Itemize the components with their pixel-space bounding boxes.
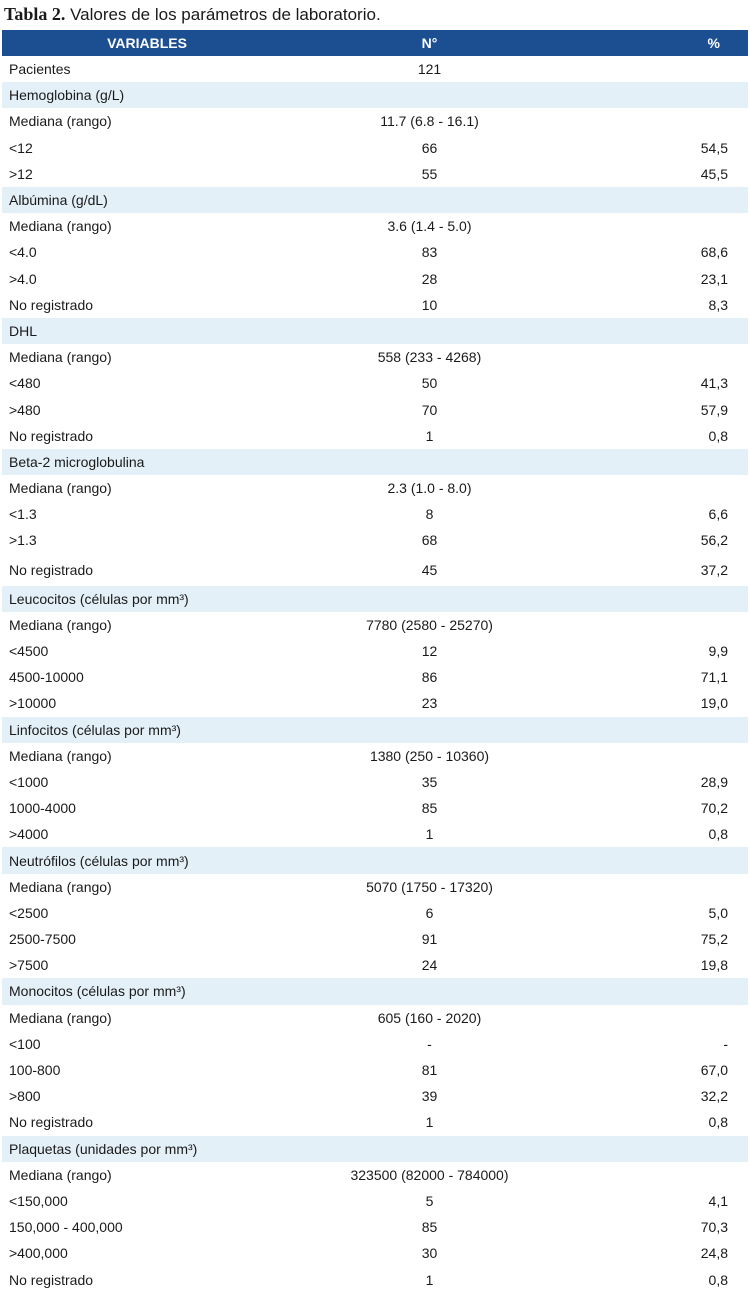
variable-cell: 150,000 - 400,000 <box>9 1219 123 1236</box>
table-row <box>2 108 748 134</box>
table-row <box>2 554 748 586</box>
table-row <box>2 638 748 664</box>
percent-cell: 45,5 <box>700 165 728 182</box>
variable-cell: 4500-10000 <box>9 669 84 686</box>
n-cell: 1380 (250 - 10360) <box>369 747 490 764</box>
percent-cell: - <box>723 1035 728 1052</box>
n-cell <box>332 449 527 475</box>
table-row <box>2 475 748 501</box>
table-row <box>2 1240 748 1266</box>
variable-cell: >4000 <box>9 826 49 843</box>
variable-cell: >4.0 <box>9 270 37 287</box>
variable-cell: Plaquetas (unidades por mm³) <box>9 1140 198 1157</box>
variable-cell: <150,000 <box>9 1192 68 1209</box>
table-row <box>2 292 748 318</box>
n-cell: 50 <box>421 375 438 392</box>
table-row <box>2 795 748 821</box>
percent-cell: 71,1 <box>700 669 728 686</box>
variable-cell: Mediana (rango) <box>9 349 112 366</box>
n-cell: 24 <box>421 957 438 974</box>
percent-cell: 57,9 <box>700 401 728 418</box>
n-cell: 605 (160 - 2020) <box>377 1009 482 1026</box>
percent-cell: 70,3 <box>700 1219 728 1236</box>
variable-cell: Pacientes <box>9 61 71 78</box>
variable-cell: <2500 <box>9 904 49 921</box>
n-cell <box>332 717 527 743</box>
variable-cell: Beta-2 microglobulina <box>9 453 145 470</box>
section-header-row <box>2 1136 748 1162</box>
table-row <box>2 1057 748 1083</box>
n-cell: 8 <box>425 506 434 523</box>
variable-cell: Mediana (rango) <box>9 218 112 235</box>
section-header-row <box>2 187 748 213</box>
table-header <box>2 30 748 56</box>
header-percent: % <box>707 35 720 51</box>
n-cell: 35 <box>421 773 438 790</box>
variable-cell: >800 <box>9 1088 41 1105</box>
percent-cell: 70,2 <box>700 800 728 817</box>
table-row <box>2 1031 748 1057</box>
n-cell: 2.3 (1.0 - 8.0) <box>387 480 472 497</box>
variable-cell: >480 <box>9 401 41 418</box>
table-row <box>2 1083 748 1109</box>
variable-cell: 100-800 <box>9 1062 61 1079</box>
table-row <box>2 690 748 716</box>
variable-cell: <1.3 <box>9 506 37 523</box>
percent-cell: 0,8 <box>708 1271 728 1288</box>
section-header-row <box>2 318 748 344</box>
section-header-row <box>2 82 748 108</box>
n-cell: 323500 (82000 - 784000) <box>350 1166 509 1183</box>
percent-cell: 8,3 <box>708 296 728 313</box>
variable-cell: >1.3 <box>9 532 37 549</box>
n-cell: 39 <box>421 1088 438 1105</box>
n-cell: 55 <box>421 165 438 182</box>
percent-cell: 28,9 <box>700 773 728 790</box>
section-header-row <box>2 847 748 873</box>
n-cell: 1 <box>425 1114 434 1131</box>
table-row <box>2 743 748 769</box>
variable-cell: >12 <box>9 165 33 182</box>
n-cell: 121 <box>417 61 442 78</box>
percent-cell: 0,8 <box>708 427 728 444</box>
table-row <box>2 1266 748 1292</box>
variable-cell: Mediana (rango) <box>9 616 112 633</box>
section-header-row <box>2 449 748 475</box>
table-row <box>2 1005 748 1031</box>
section-header-row <box>2 586 748 612</box>
n-cell: 23 <box>421 695 438 712</box>
percent-cell: 37,2 <box>700 561 728 578</box>
n-cell: 91 <box>421 931 438 948</box>
variable-cell: Linfocitos (células por mm³) <box>9 721 181 738</box>
variable-cell: >10000 <box>9 695 57 712</box>
percent-cell: 75,2 <box>700 931 728 948</box>
n-cell: 83 <box>421 244 438 261</box>
variable-cell: Albúmina (g/dL) <box>9 192 108 209</box>
table-row <box>2 1109 748 1135</box>
n-cell: 70 <box>421 401 438 418</box>
n-cell: 12 <box>421 643 438 660</box>
section-header-row <box>2 978 748 1004</box>
table-row <box>2 370 748 396</box>
table-row <box>2 266 748 292</box>
variable-cell: No registrado <box>9 427 94 444</box>
variable-cell: No registrado <box>9 561 94 578</box>
n-cell <box>332 847 527 873</box>
variable-cell: 2500-7500 <box>9 931 76 948</box>
percent-cell: 0,8 <box>708 826 728 843</box>
variable-cell: Leucocitos (células por mm³) <box>9 590 189 607</box>
variable-cell: <100 <box>9 1035 41 1052</box>
section-header-row <box>2 717 748 743</box>
caption-label: Tabla 2. <box>4 4 66 24</box>
table-row <box>2 1162 748 1188</box>
n-cell: 85 <box>421 800 438 817</box>
n-cell: 1 <box>425 1271 434 1288</box>
table-row <box>2 664 748 690</box>
n-cell: 1 <box>425 427 434 444</box>
table-row <box>2 423 748 449</box>
percent-cell: 67,0 <box>700 1062 728 1079</box>
variable-cell: Mediana (rango) <box>9 480 112 497</box>
variable-cell: 1000-4000 <box>9 800 76 817</box>
percent-cell: 4,1 <box>708 1192 728 1209</box>
percent-cell: 6,6 <box>708 506 728 523</box>
percent-cell: 68,6 <box>700 244 728 261</box>
n-cell: 558 (233 - 4268) <box>377 349 482 366</box>
n-cell: 5 <box>425 1192 434 1209</box>
variable-cell: <1000 <box>9 773 49 790</box>
table-row <box>2 527 748 553</box>
percent-cell: 32,2 <box>700 1088 728 1105</box>
percent-cell: 56,2 <box>700 532 728 549</box>
table-row <box>2 396 748 422</box>
header-n: N° <box>421 35 438 51</box>
variable-cell: Mediana (rango) <box>9 878 112 895</box>
variable-cell: No registrado <box>9 1271 94 1288</box>
variable-cell: <480 <box>9 375 41 392</box>
variable-cell: No registrado <box>9 296 94 313</box>
variable-cell: No registrado <box>9 1114 94 1131</box>
percent-cell: 54,5 <box>700 139 728 156</box>
percent-cell: 5,0 <box>708 904 728 921</box>
table-row <box>2 900 748 926</box>
n-cell: 5070 (1750 - 17320) <box>366 878 493 895</box>
n-cell <box>332 82 527 108</box>
n-cell: 6 <box>425 904 434 921</box>
n-cell <box>332 318 527 344</box>
table-row <box>2 213 748 239</box>
n-cell: 30 <box>421 1245 438 1262</box>
table-row <box>2 874 748 900</box>
variable-cell: Monocitos (células por mm³) <box>9 983 186 1000</box>
n-cell: 7780 (2580 - 25270) <box>366 616 493 633</box>
n-cell: 66 <box>421 139 438 156</box>
percent-cell: 24,8 <box>700 1245 728 1262</box>
table-row <box>2 56 748 82</box>
variable-cell: >400,000 <box>9 1245 68 1262</box>
table-caption <box>4 2 381 26</box>
variable-cell: <4500 <box>9 643 49 660</box>
caption-text: Valores de los parámetros de laboratorio. <box>65 5 381 24</box>
table-row <box>2 239 748 265</box>
table-row <box>2 161 748 187</box>
percent-cell: 9,9 <box>708 643 728 660</box>
n-cell: 85 <box>421 1219 438 1236</box>
variable-cell: <12 <box>9 139 33 156</box>
table-row <box>2 769 748 795</box>
table-row <box>2 501 748 527</box>
n-cell: 86 <box>421 669 438 686</box>
table-row <box>2 952 748 978</box>
percent-cell: 23,1 <box>700 270 728 287</box>
table-row <box>2 612 748 638</box>
n-cell <box>332 978 527 1004</box>
table-row <box>2 821 748 847</box>
n-cell: 10 <box>421 296 438 313</box>
variable-cell: Neutrófilos (células por mm³) <box>9 852 189 869</box>
n-cell: 45 <box>421 561 438 578</box>
header-variables: VARIABLES <box>107 35 187 51</box>
n-cell: - <box>427 1035 432 1052</box>
table-row <box>2 344 748 370</box>
n-cell <box>332 187 527 213</box>
variable-cell: DHL <box>9 322 38 339</box>
n-cell <box>332 1136 527 1162</box>
n-cell: 3.6 (1.4 - 5.0) <box>387 218 472 235</box>
variable-cell: Mediana (rango) <box>9 747 112 764</box>
percent-cell: 19,8 <box>700 957 728 974</box>
variable-cell: Mediana (rango) <box>9 113 112 130</box>
variable-cell: Mediana (rango) <box>9 1166 112 1183</box>
variable-cell: Mediana (rango) <box>9 1009 112 1026</box>
table-row <box>2 1188 748 1214</box>
n-cell: 68 <box>421 532 438 549</box>
variable-cell: <4.0 <box>9 244 37 261</box>
percent-cell: 41,3 <box>700 375 728 392</box>
variable-cell: Hemoglobina (g/L) <box>9 87 125 104</box>
percent-cell: 0,8 <box>708 1114 728 1131</box>
n-cell: 11.7 (6.8 - 16.1) <box>380 113 479 130</box>
n-cell: 1 <box>425 826 434 843</box>
table-body <box>2 56 748 1293</box>
n-cell <box>332 586 527 612</box>
percent-cell: 19,0 <box>700 695 728 712</box>
variable-cell: >7500 <box>9 957 49 974</box>
n-cell: 81 <box>421 1062 438 1079</box>
table-row <box>2 926 748 952</box>
table-row <box>2 1214 748 1240</box>
table-row <box>2 135 748 161</box>
n-cell: 28 <box>421 270 438 287</box>
lab-parameters-table <box>2 30 748 1293</box>
